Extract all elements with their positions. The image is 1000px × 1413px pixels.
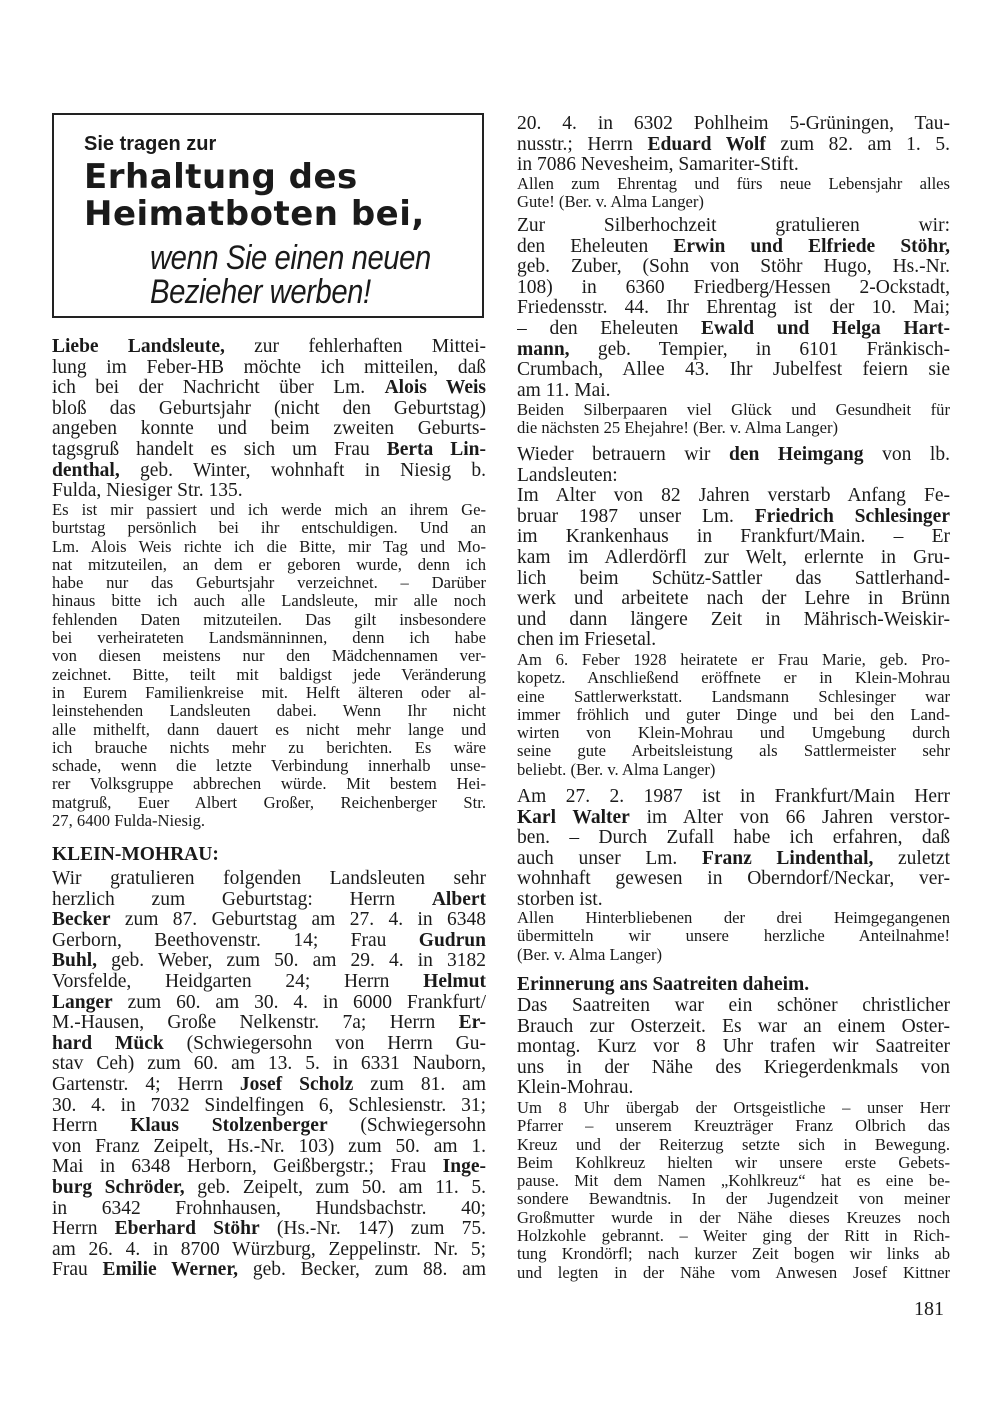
text-line — [517, 1078, 950, 1099]
text-line — [517, 1245, 950, 1263]
paragraph-birthdays — [52, 869, 486, 1281]
text-line — [517, 319, 950, 340]
text-line — [52, 1013, 486, 1034]
text-span: und dann längere Zeit in Mährisch-Weiskir- — [517, 609, 950, 630]
text-line — [52, 629, 486, 647]
text-span: schade, wenn die letzte Verbindung innerhalb unse- — [52, 757, 486, 776]
paragraph-note — [517, 909, 950, 964]
text-span: 30. 4. in 7032 Sindelfingen 6, Schlesienstr. 31; — [52, 1095, 486, 1116]
text-line — [52, 721, 486, 739]
text-line — [517, 1058, 950, 1079]
text-span: den Eheleuten — [517, 236, 674, 257]
text-line — [517, 890, 950, 911]
text-line — [517, 216, 950, 237]
text-line — [517, 761, 950, 779]
text-span: Wieder betrauern wir — [517, 445, 729, 465]
text-span: ich bei der Nachricht über Lm. — [52, 378, 385, 399]
text-span: seine gute Arbeitsleistung als Sattlermeister sehr — [517, 742, 950, 761]
text-line — [517, 1136, 950, 1154]
text-line — [517, 527, 950, 548]
text-span: hinaus bitte ich auch alle Landsleute, mir alle noch — [52, 592, 486, 611]
text-span: Kreuz und der Reiterzug setzte sich in Bewegung. — [517, 1135, 950, 1154]
text-span: Gartenstr. 4; Herrn — [52, 1074, 240, 1095]
text-line — [517, 135, 950, 156]
text-span: Lm. Alois Weis richte ich die Bitte, mir Tag und Mo- — [52, 537, 486, 556]
text-line — [52, 1054, 486, 1075]
text-line — [52, 611, 486, 629]
text-span: alle mithelft, dann dauert es nicht mehr lange und — [52, 720, 486, 739]
text-line — [52, 1034, 486, 1055]
text-line — [517, 381, 950, 402]
text-line — [52, 1116, 486, 1137]
section-heading-klein-mohrau: KLEIN-MOHRAU: — [52, 844, 219, 865]
text-span: geb. Weber, zum 50. am 29. 4. in 3182 — [97, 951, 486, 972]
text-line — [52, 1240, 486, 1261]
text-line — [52, 574, 486, 592]
text-line — [517, 828, 950, 849]
text-span: – den Eheleuten — [517, 318, 701, 339]
text-span: rer Volksgruppe abbrechen würde. Mit bestem Hei- — [52, 775, 486, 794]
text-span: angeben konnte und beim zweiten Geburts- — [52, 419, 486, 440]
bold-name: Liebe Landsleute, — [52, 337, 225, 357]
text-span: Das Saatreiten war ein schöner christlicher — [517, 996, 950, 1016]
text-line — [52, 702, 486, 720]
text-span: geb. Zuber, (Sohn von Stöhr Hugo, Hs.-Nr. — [517, 257, 950, 278]
text-span: montag. Kurz vor 8 Uhr trafen wir Saatreiter — [517, 1037, 950, 1058]
text-line — [52, 538, 486, 556]
text-line — [52, 501, 486, 519]
ad-box — [52, 113, 484, 318]
text-span: Im Alter von 82 Jahren verstarb Anfang Fe- — [517, 486, 950, 507]
text-line — [517, 1099, 950, 1117]
text-line — [517, 155, 950, 176]
text-line — [52, 647, 486, 665]
page-number: 181 — [914, 1298, 944, 1320]
text-line — [52, 337, 486, 358]
text-span: Klein-Mohrau. — [517, 1078, 634, 1099]
bold-name: Klaus Stolzenberger — [130, 1116, 328, 1137]
text-line — [517, 630, 950, 651]
text-span: Mai in 6348 Herborn, Geißbergstr.; Frau — [52, 1157, 443, 1178]
text-span: Holzkohle gebrannt. – Weiter ging der Ritt in Rich- — [517, 1227, 950, 1246]
text-span: Herrn — [52, 1219, 115, 1240]
text-line — [517, 610, 950, 631]
text-line — [52, 910, 486, 931]
text-line — [52, 419, 486, 440]
text-line — [517, 927, 950, 945]
text-span: geb. Zeipelt, zum 50. am 11. 5. — [184, 1177, 486, 1198]
text-line — [517, 706, 950, 724]
bold-name: Langer — [52, 992, 113, 1013]
text-line — [517, 669, 950, 687]
text-line — [517, 1154, 950, 1172]
text-span: wirten von Klein-Mohrau und Umgebung durch — [517, 724, 950, 743]
bold-name: Friedrich Schlesinger — [754, 506, 950, 527]
text-line — [517, 724, 950, 742]
bold-name: den Heimgang — [728, 445, 864, 465]
text-line — [517, 360, 950, 381]
text-span: von lb. — [863, 445, 950, 465]
text-line — [52, 1157, 486, 1178]
text-line — [517, 742, 950, 760]
paragraph-correction — [52, 337, 486, 502]
text-span: immer fröhlich und guter Dinge und bei den Land- — [517, 705, 950, 724]
text-line — [517, 651, 950, 669]
text-line — [517, 1017, 950, 1038]
bold-name: Gudrun — [418, 930, 486, 951]
text-line — [52, 775, 486, 793]
text-line — [52, 1219, 486, 1240]
text-line — [517, 237, 950, 258]
text-line — [517, 548, 950, 569]
text-span: (Ber. v. Alma Langer) — [517, 945, 662, 964]
text-line — [517, 946, 950, 964]
text-line — [517, 589, 950, 610]
bold-name: Karl Walter — [517, 807, 630, 828]
text-line — [517, 419, 950, 437]
text-span: Zur Silberhochzeit gratulieren wir: — [517, 216, 950, 236]
text-line — [52, 1178, 486, 1199]
paragraph-obituary — [517, 445, 950, 651]
paragraph-saatreiten-note — [517, 1099, 950, 1282]
bold-name: Er- — [458, 1013, 486, 1034]
bold-name: Erwin und Elfriede Stöhr, — [673, 236, 950, 257]
text-line — [517, 869, 950, 890]
text-span: matgruß, Euer Albert Großer, Reichenberger Str. — [52, 793, 486, 812]
bold-name: Franz Lindenthal, — [701, 848, 874, 869]
text-span: geb. Winter, wohnhaft in Niesig b. — [119, 460, 486, 481]
text-line — [517, 278, 950, 299]
text-span: nat mitzuteilen, an dem er geboren wurde, denn ich — [52, 555, 486, 574]
text-line — [52, 890, 486, 911]
bold-name: Berta Lin- — [386, 439, 486, 460]
text-line — [52, 461, 486, 482]
text-span: Vorsfelde, Heidgarten 24; Herrn — [52, 971, 424, 992]
text-span: Frau — [52, 1260, 103, 1281]
text-span: 27, 6400 Fulda-Niesig. — [52, 812, 206, 831]
text-line — [52, 931, 486, 952]
paragraph-birthdays-cont — [517, 114, 950, 176]
text-span: ben. – Durch Zufall habe ich erfahren, daß — [517, 828, 950, 849]
text-span: zum 81. am — [353, 1074, 486, 1095]
bold-name: denthal, — [52, 460, 120, 481]
paragraph-silver-wedding — [517, 216, 950, 401]
text-span: bruar 1987 unser Lm. — [517, 506, 755, 527]
text-line — [517, 1227, 950, 1245]
text-line — [52, 378, 486, 399]
text-span: habe nur das Geburtsjahr verzeichnet. – Darüber — [52, 574, 486, 593]
text-span: Am 6. Feber 1928 heiratete er Frau Marie, geb. Pro- — [517, 651, 950, 669]
text-span: kam im Adlerdörfl zur Welt, erlernte in Gru- — [517, 547, 950, 568]
text-span: werk und arbeitete nach der Lehre in Brünn — [517, 589, 950, 610]
text-span: wohnhaft gewesen in Oberndorf/Neckar, ver- — [517, 869, 950, 890]
text-span: fehlenden Daten mitzuteilen. Das gilt insbesondere — [52, 610, 486, 629]
text-span: zum 82. am 1. 5. — [765, 134, 950, 155]
text-span: M.-Hausen, Große Nelkenstr. 7a; Herrn — [52, 1013, 459, 1034]
text-span: burtstag persönlich bei ihr entschuldigen. Und an — [52, 519, 486, 538]
section-heading-saatreiten: Erinnerung ans Saatreiten daheim. — [517, 974, 810, 995]
text-line — [52, 869, 486, 890]
text-line — [52, 794, 486, 812]
text-span: Es ist mir passiert und ich werde mich an ihrem Ge- — [52, 501, 486, 519]
text-line — [517, 996, 950, 1017]
text-span: geb. Tempier, in 6101 Fränkisch- — [569, 339, 950, 360]
text-span: lich beim Schütz-Sattler das Sattlerhand- — [517, 568, 950, 589]
text-span: herzlich zum Geburtstag: Herrn — [52, 889, 432, 910]
text-span: Friedensstr. 44. Ihr Ehrentag ist der 10. Mai; — [517, 298, 950, 319]
text-line — [52, 1137, 486, 1158]
text-line — [52, 1199, 486, 1220]
ad-headline: Heimatboten bei, — [84, 194, 425, 234]
text-span: Brauch zur Osterzeit. Es war an einem Oster- — [517, 1016, 950, 1037]
bold-name: Becker — [52, 910, 111, 931]
text-line — [517, 688, 950, 706]
text-line — [517, 175, 950, 193]
text-line — [52, 812, 486, 830]
text-span: pause. Mit dem Namen „Kohlkreuz“ hat es eine be- — [517, 1172, 950, 1191]
text-span: tagsgruß handelt es sich um Frau — [52, 439, 387, 460]
text-span: Um 8 Uhr übergab der Ortsgeistliche – unser Herr — [517, 1099, 950, 1117]
bold-name: Josef Scholz — [239, 1074, 354, 1095]
text-span: uns in der Nähe des Kriegerdenkmals von — [517, 1057, 950, 1078]
text-line — [517, 1264, 950, 1282]
text-span: im Alter von 66 Jahren verstor- — [629, 807, 950, 828]
text-line — [52, 399, 486, 420]
text-line — [517, 507, 950, 528]
text-span: Am 27. 2. 1987 ist in Frankfurt/Main Herr — [517, 787, 950, 807]
bold-name: Alois Weis — [384, 378, 486, 399]
text-span: zuletzt — [873, 848, 950, 869]
text-line — [517, 1209, 950, 1227]
text-span: Allen Hinterbliebenen der drei Heimgegangenen — [517, 909, 950, 927]
text-span: Beim Kohlkreuz hielten wir unsere erste Gebets- — [517, 1153, 950, 1172]
paragraph-note — [517, 651, 950, 779]
text-line — [517, 1117, 950, 1135]
text-span: Gute! (Ber. v. Alma Langer) — [517, 193, 704, 212]
text-line — [517, 787, 950, 808]
text-span: zum 87. Geburtstag am 27. 4. in 6348 — [110, 910, 486, 931]
text-span: Allen zum Ehrentag und fürs neue Lebensjahr alles — [517, 175, 950, 193]
ad-line: Sie tragen zur — [84, 133, 217, 155]
text-span: 108) in 6360 Friedberg/Hessen 2-Ockstadt, — [517, 277, 950, 298]
text-span: zeichnet. Bitte, teilt mit baldigst jede Veränderung — [52, 665, 486, 684]
bold-name: Eberhard Stöhr — [114, 1219, 260, 1240]
text-line — [517, 466, 950, 487]
text-span: im Krankenhaus in Frankfurt/Main. – Er — [517, 527, 950, 548]
text-span: bloß das Geburtsjahr (nicht den Geburtstag) — [52, 398, 486, 419]
text-span: von diesen meistens nur den Mädchennamen ver- — [52, 647, 486, 666]
text-line — [517, 1037, 950, 1058]
text-line — [52, 972, 486, 993]
text-span: chen im Friesetal. — [517, 630, 657, 651]
text-span: Fulda, Niesiger Str. 135. — [52, 481, 243, 502]
text-line — [517, 849, 950, 870]
text-span: auch unser Lm. — [517, 848, 702, 869]
text-span: stav Ceh) zum 60. am 13. 5. in 6331 Nauborn, — [52, 1054, 486, 1075]
text-span: übermitteln wir unsere herzliche Anteilnahme! — [517, 927, 950, 946]
text-span: in Eurem Familienkreise mit. Helft älteren oder al- — [52, 683, 486, 702]
text-span: bei verheirateten Landsmänninnen, denn ich habe — [52, 629, 486, 648]
text-span: Großmutter wurde in der Nähe dieses Kreuzes noch — [517, 1208, 950, 1227]
text-line — [517, 401, 950, 419]
text-span: von Franz Zeipelt, Hs.-Nr. 103) zum 50. am 1. — [52, 1136, 486, 1157]
text-span: zur fehlerhaften Mittei- — [224, 337, 486, 357]
bold-name: Eduard Wolf — [647, 134, 766, 155]
text-line — [52, 757, 486, 775]
text-line — [517, 340, 950, 361]
text-span: eine Sattlerwerkstatt. Landsmann Schlesinger war — [517, 687, 950, 706]
bold-name: Helmut — [423, 971, 486, 992]
text-span: Landsleuten: — [517, 465, 618, 486]
text-line — [517, 257, 950, 278]
ad-slogan: Bezieher werben! — [150, 273, 371, 311]
text-span: Herrn — [52, 1116, 131, 1137]
text-span: storben ist. — [517, 889, 603, 910]
text-span: (Schwiegersohn — [327, 1116, 486, 1137]
ad-headline: Erhaltung des — [84, 157, 358, 197]
text-span: Wir gratulieren folgenden Landsleuten sehr — [52, 869, 486, 889]
text-span: ich brauche nichts mehr zu berichten. Es wäre — [52, 738, 486, 757]
text-span: sondere Bewandtnis. In der Jugendzeit von meiner — [517, 1190, 950, 1209]
text-line — [517, 1172, 950, 1190]
text-span: (Hs.-Nr. 147) zum 75. — [259, 1219, 486, 1240]
text-line — [517, 298, 950, 319]
text-span: 20. 4. in 6302 Pohlheim 5-Grüningen, Tau- — [517, 114, 950, 134]
text-span: und legten in der Nähe vom Anwesen Josef Kittner — [517, 1263, 950, 1282]
text-span: nusstr.; Herrn — [517, 134, 648, 155]
text-span: (Schwiegersohn von Herrn Gu- — [163, 1033, 486, 1054]
paragraph-letter — [52, 501, 486, 830]
bold-name: Buhl, — [52, 951, 97, 972]
bold-name: mann, — [517, 339, 570, 360]
text-span: Gerborn, Beethovenstr. 14; Frau — [52, 930, 419, 951]
text-span: tung Krondörfl; nach kurzer Zeit bogen wir links ab — [517, 1245, 950, 1264]
paragraph-note — [517, 175, 950, 212]
text-line — [52, 519, 486, 537]
text-span: am 11. Mai. — [517, 380, 611, 401]
text-span: geb. Becker, zum 88. am — [238, 1260, 486, 1281]
text-line — [52, 1075, 486, 1096]
bold-name: hard Mück — [52, 1033, 164, 1054]
text-span: in 7086 Nevesheim, Samariter-Stift. — [517, 155, 799, 176]
bold-name: burg Schröder, — [52, 1177, 185, 1198]
text-span: in 6342 Frohnhausen, Hundsbachstr. 40; — [52, 1198, 486, 1219]
text-line — [52, 556, 486, 574]
text-span: Beiden Silberpaaren viel Glück und Gesundheit für — [517, 401, 950, 419]
text-line — [517, 445, 950, 466]
text-line — [52, 440, 486, 461]
text-line — [52, 1260, 486, 1281]
text-line — [517, 114, 950, 135]
text-line — [517, 1190, 950, 1208]
text-span: die nächsten 25 Ehejahre! (Ber. v. Alma Langer) — [517, 419, 838, 438]
text-line — [52, 951, 486, 972]
text-line — [52, 358, 486, 379]
text-line — [517, 808, 950, 829]
text-span: Pfarrer – unserem Kreuzträger Franz Olbrich das — [517, 1117, 950, 1136]
text-span: lung im Feber-HB möchte ich mitteilen, daß — [52, 357, 486, 378]
bold-name: Albert — [431, 889, 486, 910]
text-line — [52, 592, 486, 610]
text-line — [517, 193, 950, 211]
text-line — [52, 739, 486, 757]
paragraph-note — [517, 401, 950, 438]
text-span: kopetz. Anschließend eröffnete er in Klein-Mohrau — [517, 669, 950, 688]
text-span: Crumbach, Allee 43. Ihr Jubelfest feiern sie — [517, 360, 950, 381]
text-span: am 26. 4. in 8700 Würzburg, Zeppelinstr. Nr. 5; — [52, 1239, 486, 1260]
bold-name: Emilie Werner, — [102, 1260, 239, 1281]
text-line — [517, 909, 950, 927]
ad-slogan: wenn Sie einen neuen — [150, 239, 431, 277]
text-line — [517, 569, 950, 590]
text-span: leinstehenden Landsleuten dabei. Wenn Ihr nicht — [52, 702, 486, 721]
text-line — [52, 684, 486, 702]
text-line — [52, 481, 486, 502]
bold-name: Ewald und Helga Hart- — [700, 318, 950, 339]
bold-name: Inge- — [442, 1157, 486, 1178]
text-line — [52, 666, 486, 684]
text-line — [517, 486, 950, 507]
text-span: zum 60. am 30. 4. in 6000 Frankfurt/ — [112, 992, 486, 1013]
paragraph-saatreiten — [517, 996, 950, 1099]
text-span: beliebt. (Ber. v. Alma Langer) — [517, 760, 716, 779]
text-line — [52, 1096, 486, 1117]
paragraph-obituary — [517, 787, 950, 911]
text-line — [52, 993, 486, 1014]
